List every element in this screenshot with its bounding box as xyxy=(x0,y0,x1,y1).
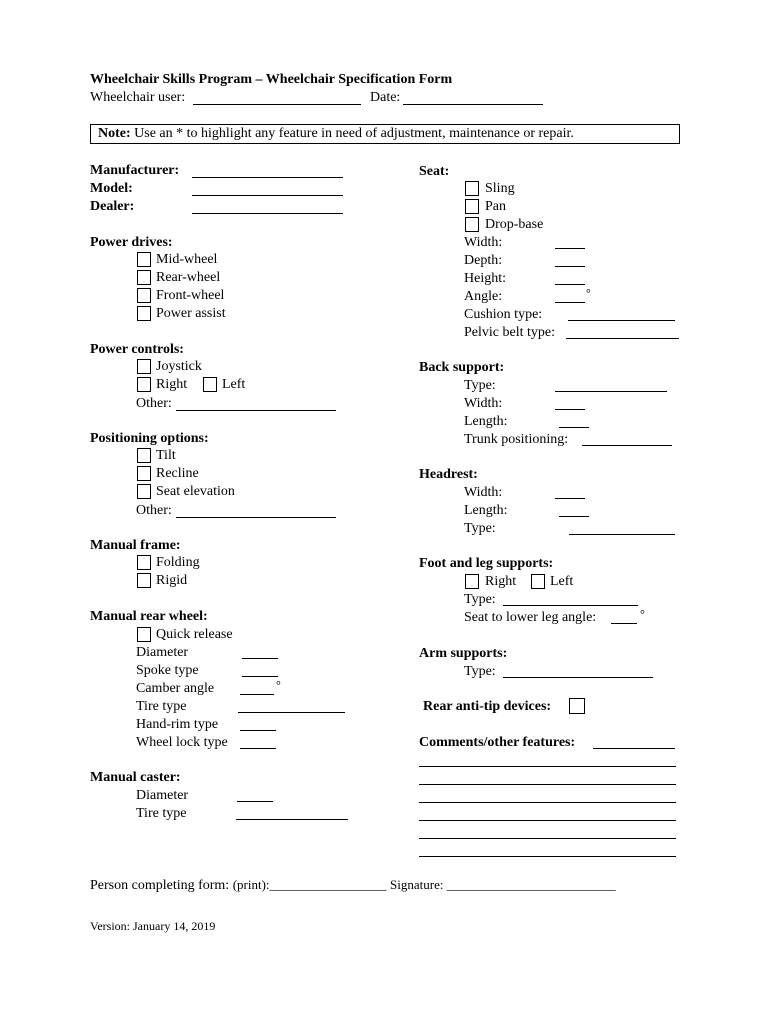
trunk-positioning-label: Trunk positioning: xyxy=(464,432,569,447)
wheel-lock-type-field[interactable] xyxy=(240,748,276,749)
pan-label: Pan xyxy=(485,199,506,214)
comments-line[interactable] xyxy=(419,802,676,803)
model-field[interactable] xyxy=(192,195,343,196)
manual-caster-heading: Manual caster: xyxy=(90,770,181,785)
spoke-type-field[interactable] xyxy=(242,676,278,677)
foot-right-label: Right xyxy=(485,574,517,589)
note-text xyxy=(98,126,574,142)
power-assist-checkbox[interactable] xyxy=(137,306,151,321)
headrest-type-label: Type: xyxy=(464,521,496,536)
headrest-width-label: Width: xyxy=(464,485,503,500)
rear-tire-type-label: Tire type xyxy=(136,699,187,714)
controls-right-label: Right xyxy=(156,377,188,392)
wheelchair-user-field[interactable] xyxy=(193,104,361,105)
rigid-checkbox[interactable] xyxy=(137,573,151,588)
headrest-width-field[interactable] xyxy=(555,498,585,499)
seat-depth-field[interactable] xyxy=(555,266,585,267)
seat-angle-degree: ° xyxy=(586,286,591,300)
model-label: Model: xyxy=(90,181,133,196)
foot-type-label: Type: xyxy=(464,592,496,607)
arm-supports-heading: Arm supports: xyxy=(419,646,508,661)
date-field[interactable] xyxy=(403,104,543,105)
power-controls-heading: Power controls: xyxy=(90,342,184,357)
rear-tire-type-field[interactable] xyxy=(238,712,345,713)
date-label: Date: xyxy=(370,90,401,105)
joystick-label: Joystick xyxy=(156,359,202,374)
note-label: Note: xyxy=(98,126,131,141)
manufacturer-field[interactable] xyxy=(192,177,343,178)
headrest-type-field[interactable] xyxy=(569,534,675,535)
hand-rim-type-field[interactable] xyxy=(240,730,276,731)
seat-depth-label: Depth: xyxy=(464,253,503,268)
dealer-label: Dealer: xyxy=(90,199,135,214)
recline-label: Recline xyxy=(156,466,199,481)
comments-field-first[interactable] xyxy=(593,748,675,749)
controls-right-checkbox[interactable] xyxy=(137,377,151,392)
joystick-checkbox[interactable] xyxy=(137,359,151,374)
comments-label: Comments/other features: xyxy=(419,735,576,750)
pelvic-belt-type-label: Pelvic belt type: xyxy=(464,325,555,340)
mid-wheel-checkbox[interactable] xyxy=(137,252,151,267)
front-wheel-label: Front-wheel xyxy=(156,288,225,303)
foot-left-checkbox[interactable] xyxy=(531,574,545,589)
positioning-other-label: Other: xyxy=(136,503,172,518)
rear-wheel-checkbox[interactable] xyxy=(137,270,151,285)
quick-release-label: Quick release xyxy=(156,627,233,642)
manufacturer-label: Manufacturer: xyxy=(90,163,180,178)
camber-angle-field[interactable] xyxy=(240,694,274,695)
positioning-other-field[interactable] xyxy=(176,517,336,518)
seat-width-label: Width: xyxy=(464,235,503,250)
headrest-heading: Headrest: xyxy=(419,467,478,482)
pelvic-belt-type-field[interactable] xyxy=(566,338,679,339)
caster-tire-type-label: Tire type xyxy=(136,806,187,821)
drop-base-checkbox[interactable] xyxy=(465,217,479,232)
foot-type-field[interactable] xyxy=(503,605,638,606)
seat-angle-label: Angle: xyxy=(464,289,503,304)
spoke-type-label: Spoke type xyxy=(136,663,199,678)
sling-label: Sling xyxy=(485,181,515,196)
caster-diameter-field[interactable] xyxy=(237,801,273,802)
person-completing-label: Person completing form: xyxy=(90,878,230,893)
person-completing-row xyxy=(90,877,616,894)
seat-elevation-checkbox[interactable] xyxy=(137,484,151,499)
arm-type-field[interactable] xyxy=(503,677,653,678)
back-support-heading: Back support: xyxy=(419,360,505,375)
comments-line[interactable] xyxy=(419,784,676,785)
wheelchair-user-label: Wheelchair user: xyxy=(90,90,186,105)
power-drives-heading: Power drives: xyxy=(90,235,173,250)
anti-tip-label: Rear anti-tip devices: xyxy=(423,699,552,714)
form-title: Wheelchair Skills Program – Wheelchair Specification Form xyxy=(90,72,453,87)
wheel-lock-type-label: Wheel lock type xyxy=(136,735,228,750)
tilt-label: Tilt xyxy=(156,448,176,463)
sling-checkbox[interactable] xyxy=(465,181,479,196)
comments-line[interactable] xyxy=(419,838,676,839)
positioning-heading: Positioning options: xyxy=(90,431,209,446)
controls-other-label: Other: xyxy=(136,396,172,411)
folding-label: Folding xyxy=(156,555,200,570)
mid-wheel-label: Mid-wheel xyxy=(156,252,218,267)
rigid-label: Rigid xyxy=(156,573,188,588)
seat-height-field[interactable] xyxy=(555,284,585,285)
seat-height-label: Height: xyxy=(464,271,506,286)
trunk-positioning-field[interactable] xyxy=(582,445,672,446)
foot-leg-heading: Foot and leg supports: xyxy=(419,556,554,571)
controls-other-field[interactable] xyxy=(176,410,336,411)
caster-tire-type-field[interactable] xyxy=(236,819,348,820)
headrest-length-field[interactable] xyxy=(559,516,589,517)
anti-tip-checkbox[interactable] xyxy=(569,698,585,714)
camber-degree: ° xyxy=(276,678,281,692)
back-length-label: Length: xyxy=(464,414,508,429)
print-field[interactable]: (print):__________________ xyxy=(232,877,387,892)
front-wheel-checkbox[interactable] xyxy=(137,288,151,303)
caster-diameter-label: Diameter xyxy=(136,788,189,803)
signature-field[interactable]: Signature: __________________________ xyxy=(390,877,616,892)
version-text: Version: January 14, 2019 xyxy=(90,919,216,933)
manual-frame-heading: Manual frame: xyxy=(90,538,181,553)
note-body: Use an * to highlight any feature in need of adjustment, maintenance or repair. xyxy=(130,126,574,141)
note-box xyxy=(90,124,680,144)
recline-checkbox[interactable] xyxy=(137,466,151,481)
power-assist-label: Power assist xyxy=(156,306,226,321)
leg-angle-label: Seat to lower leg angle: xyxy=(464,610,597,625)
comments-line[interactable] xyxy=(419,766,676,767)
tilt-checkbox[interactable] xyxy=(137,448,151,463)
back-length-field[interactable] xyxy=(559,427,589,428)
back-width-label: Width: xyxy=(464,396,503,411)
back-width-field[interactable] xyxy=(555,409,585,410)
arm-type-label: Type: xyxy=(464,664,496,679)
rear-diameter-field[interactable] xyxy=(242,658,278,659)
controls-left-label: Left xyxy=(222,377,246,392)
seat-heading: Seat: xyxy=(419,164,450,179)
headrest-length-label: Length: xyxy=(464,503,508,518)
cushion-type-label: Cushion type: xyxy=(464,307,543,322)
seat-elevation-label: Seat elevation xyxy=(156,484,235,499)
foot-left-label: Left xyxy=(550,574,574,589)
quick-release-checkbox[interactable] xyxy=(137,627,151,642)
drop-base-label: Drop-base xyxy=(485,217,544,232)
back-type-field[interactable] xyxy=(555,391,667,392)
comments-line[interactable] xyxy=(419,820,676,821)
camber-angle-label: Camber angle xyxy=(136,681,215,696)
rear-diameter-label: Diameter xyxy=(136,645,189,660)
leg-angle-degree: ° xyxy=(640,607,645,621)
rear-wheel-label: Rear-wheel xyxy=(156,270,221,285)
folding-checkbox[interactable] xyxy=(137,555,151,570)
cushion-type-field[interactable] xyxy=(568,320,675,321)
foot-right-checkbox[interactable] xyxy=(465,574,479,589)
manual-rear-wheel-heading: Manual rear wheel: xyxy=(90,609,208,624)
seat-angle-field[interactable] xyxy=(555,302,585,303)
controls-left-checkbox[interactable] xyxy=(203,377,217,392)
leg-angle-field[interactable] xyxy=(611,623,637,624)
hand-rim-type-label: Hand-rim type xyxy=(136,717,219,732)
comments-line[interactable] xyxy=(419,856,676,857)
pan-checkbox[interactable] xyxy=(465,199,479,214)
back-type-label: Type: xyxy=(464,378,496,393)
seat-width-field[interactable] xyxy=(555,248,585,249)
dealer-field[interactable] xyxy=(192,213,343,214)
